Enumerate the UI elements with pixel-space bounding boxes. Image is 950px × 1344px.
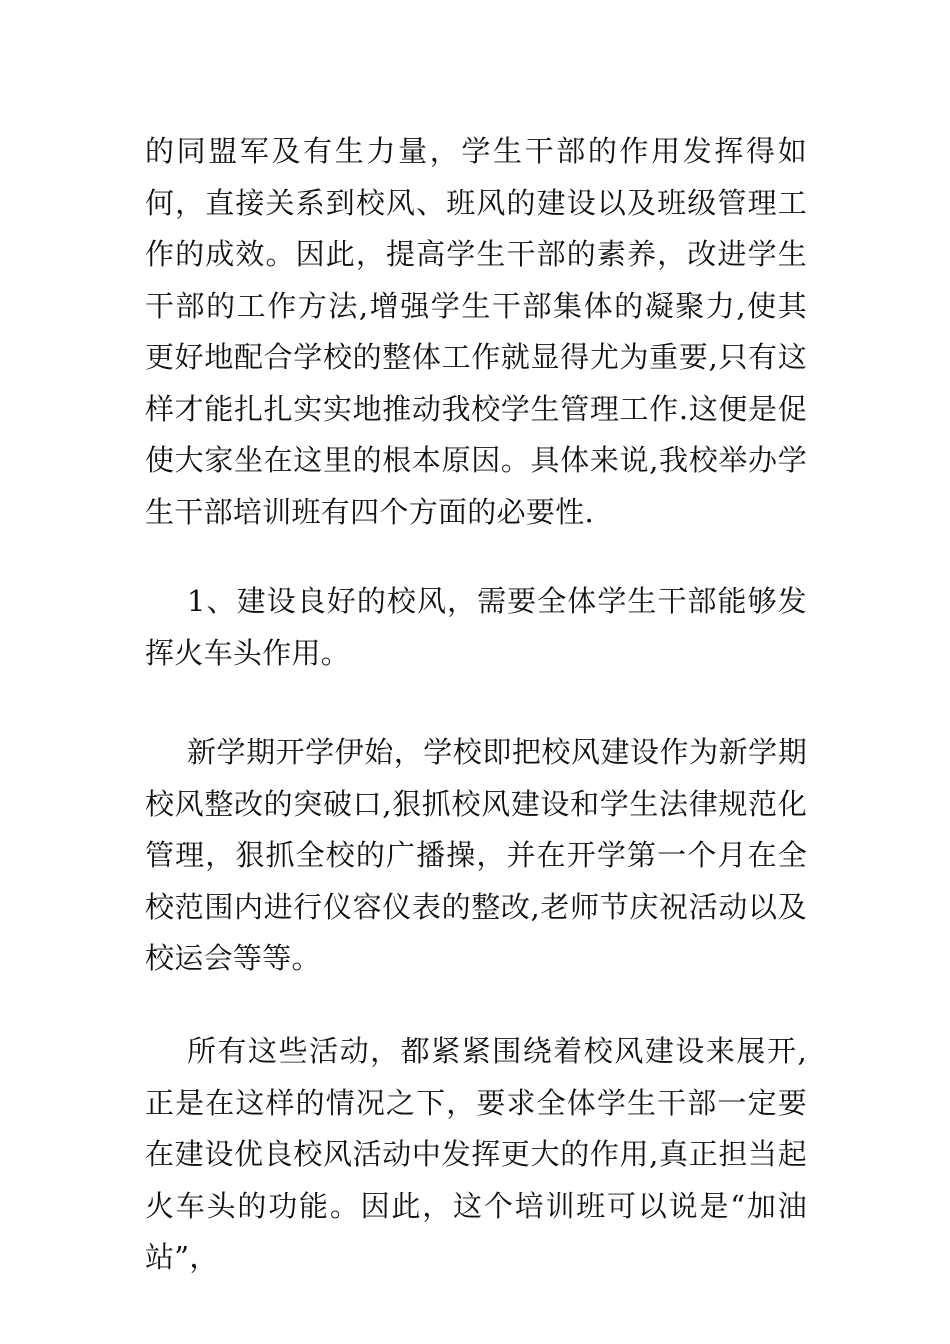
paragraph-body: 新学期开学伊始，学校即把校风建设作为新学期校风整改的突破口,狠抓校风建设和学生法律规范化管理，狠抓全校的广播操，并在开学第一个月在全校范围内进行仪容仪表的整改,老师节庆祝活动以及校运会等等。 [145,735,807,975]
paragraph-continuation: 的同盟军及有生力量，学生干部的作用发挥得如何，直接关系到校风、班风的建设以及班级管理工作的成效。因此，提高学生干部的素养，改进学生干部的工作方法,增强学生干部集体的凝聚力,使其更好地配合学校的整体工作就显得尤为重要,只有这样才能扎扎实实地推动我校学生管理工作.这便是促使大家坐在这里的根本原因。具体来说,我校举办学生干部培训班有四个方面的必要性. [145,134,807,529]
paragraph-heading-item-1: 1、建设良好的校风，需要全体学生干部能够发挥火车头作用。 [145,584,807,670]
paragraph-body: 所有这些活动，都紧紧围绕着校风建设来展开,正是在这样的情况之下，要求全体学生干部一定要在建设优良校风活动中发挥更大的作用,真正担当起火车头的功能。因此，这个培训班可以说是“加油站”， [145,1034,807,1274]
